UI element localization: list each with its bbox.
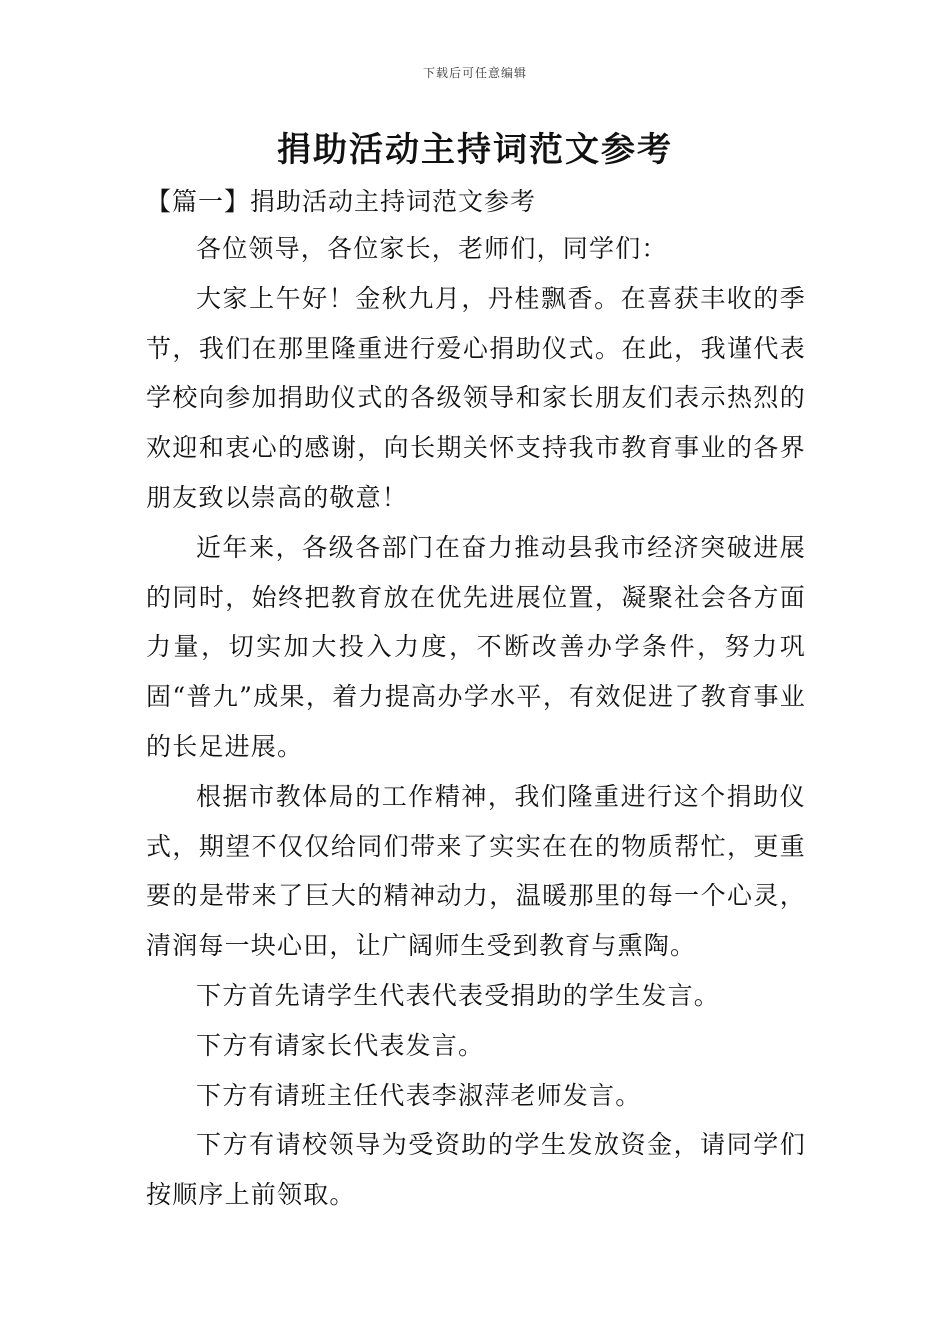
document-body xyxy=(146,224,806,1220)
paragraph-greeting: 各位领导，各位家长，老师们，同学们： xyxy=(196,234,668,263)
paragraph-student-speech: 下方首先请学生代表代表受捐助的学生发言。 xyxy=(196,980,721,1010)
paragraph-ceremony-purpose: 根据市教体局的工作精神，我们隆重进行这个捐助仪式，期望不仅仅给同们带来了实实在在的物质帮忙，更重要的是带来了巨大的精神动力，温暖那里的每一个心灵，清润每一块心田，让广阔师生受到教育与熏陶。 xyxy=(146,781,806,961)
header-note: 下载后可任意编辑 xyxy=(422,66,527,80)
paragraph-education-progress: 近年来，各级各部门在奋力推动县我市经济突破进展的同时，始终把教育放在优先进展位置，凝聚社会各方面力量，切实加大投入力度，不断改善办学条件，努力巩固“普九”成果，着力提高办学水平，有效促进了教育事业的长足进展。 xyxy=(146,532,806,761)
document-title: 捐助活动主持词范文参考 xyxy=(277,130,673,170)
paragraph-parent-speech: 下方有请家长代表发言。 xyxy=(196,1030,485,1060)
paragraph-teacher-speech: 下方有请班主任代表李淑萍老师发言。 xyxy=(196,1080,642,1110)
paragraph-welcome: 大家上午好！金秋九月，丹桂飘香。在喜获丰收的季节，我们在那里隆重进行爱心捐助仪式。在此，我谨代表学校向参加捐助仪式的各级领导和家长朋友们表示热烈的欢迎和衷心的感谢，向长期关怀支持我市教育事业的各界朋友致以崇高的敬意！ xyxy=(146,283,806,512)
paragraph-fund-distribution: 下方有请校领导为受资助的学生发放资金，请同学们按顺序上前领取。 xyxy=(146,1130,806,1210)
section-heading: 【篇一】捐助活动主持词范文参考 xyxy=(146,187,537,216)
